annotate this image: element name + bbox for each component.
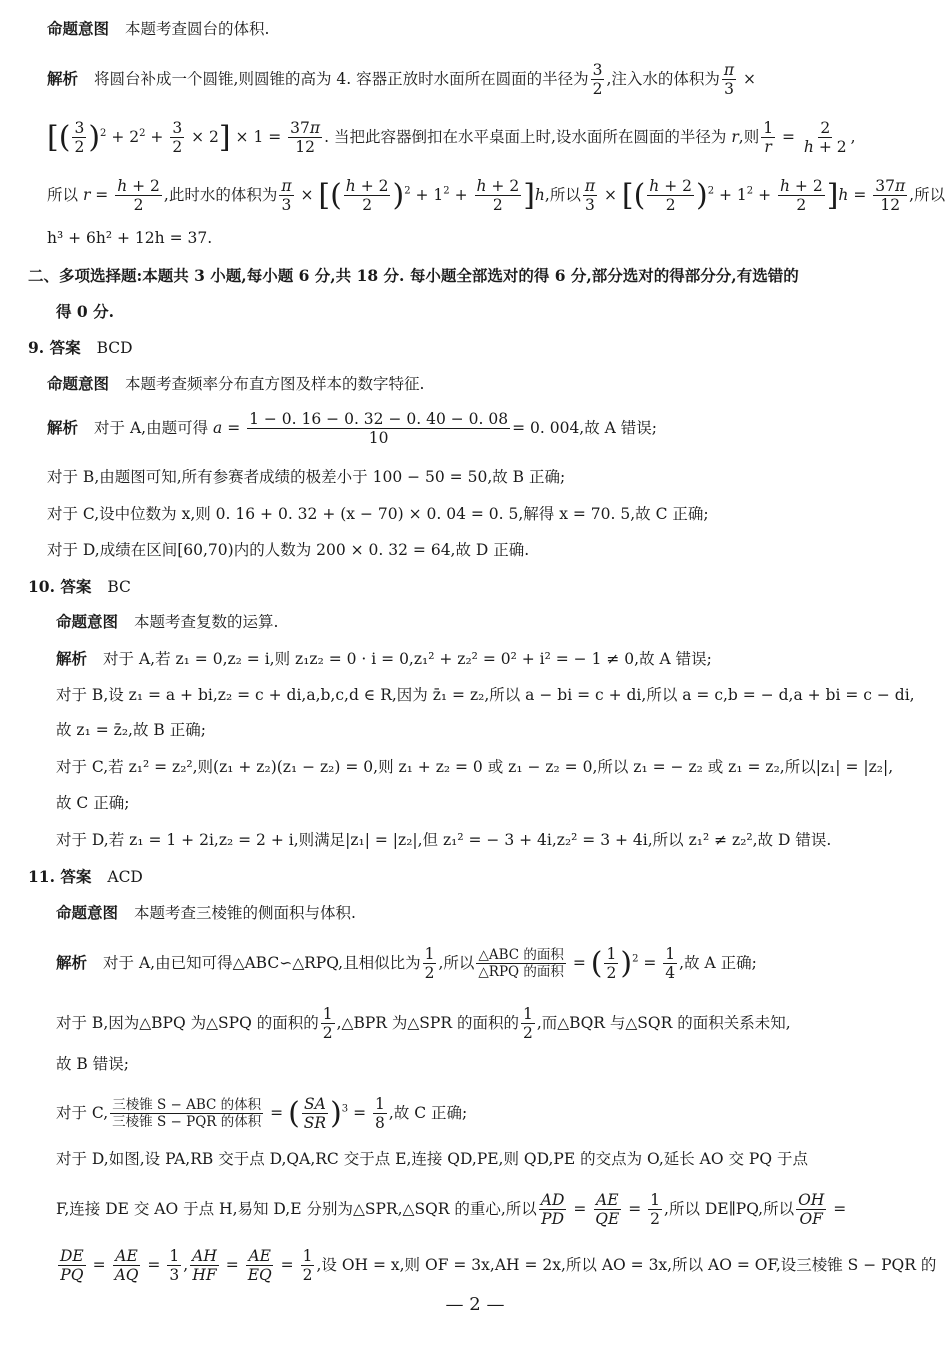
text: × bbox=[743, 69, 757, 88]
line-10: 解析 对于 A,由题可得 a = $\frac{1 - 0. 16 - 0. 32 - 0. 40 - 0. 08}{10}$ = 0. 004,故 A 错误; bbox=[47, 410, 658, 448]
line-24: 解析 对于 A,由已知可得△ABC∽△RPQ,且相似比为 $\frac{1}{2}$ ,所以 $\frac{\text{△ABC 的面积}}{\text{△RPQ 的面积}}$ = ( $\frac{1}{2}$ )$^2$ = $\frac{1}{4}$ ,故 A 正确; bbox=[56, 945, 757, 983]
text: 对于 A,若 z₁ = 0,z₂ = i,则 z₁z₂ = 0 · i = 0,z₁² + z₂² = 0² + i² = − 1 ≠ 0,故 A 错误; bbox=[103, 650, 712, 668]
fraction: $\frac{\text{△ABC 的面积}}{\text{△RPQ 的面积}}$ bbox=[478, 947, 564, 981]
label-intent: 命题意图 bbox=[47, 19, 110, 38]
line-27: 对于 C, $\frac{\text{三棱锥 S − ABC 的体积}}{\text{三棱锥 S − PQR 的体积}}$ = ( $\frac{SA}{SR}$ )$^3$ = $\frac{1}{8}$ ,故 C 正确; bbox=[56, 1095, 468, 1133]
line-16 bbox=[56, 651, 712, 668]
formula: [( $\frac{3}{2}$ )$^2 + 2^2$ + $\frac{3}{2}$ × 2] × 1 = $\frac{37\pi}{12}$ . bbox=[47, 119, 330, 157]
line-18: 故 z₁ = z̄₂,故 B 正确; bbox=[56, 721, 206, 739]
line-15 bbox=[56, 614, 278, 631]
line-29: F,连接 DE 交 AO 于点 H,易知 D,E 分别为△SPR,△SQR 的重心,所以 $\frac{AD}{PD}$ = $\frac{AE}{QE}$ = $\frac{1}{2}$ ,所以 DE∥PQ,所以 $\frac{OH}{OF}$ = bbox=[56, 1191, 847, 1229]
text: ,此时水的体积为 bbox=[163, 185, 278, 204]
line-20: 故 C 正确; bbox=[56, 794, 130, 812]
text: 对于 B,因为△BPQ 为△SPQ 的面积的 bbox=[56, 1013, 319, 1032]
label-analysis: 解析 bbox=[47, 68, 79, 88]
fraction: $\frac{\text{三棱锥 S − ABC 的体积}}{\text{三棱锥 S − PQR 的体积}}$ bbox=[112, 1097, 262, 1131]
label-analysis: 解析 bbox=[47, 417, 79, 437]
line-5: h³ + 6h² + 12h = 37. bbox=[47, 229, 213, 247]
section-heading-cont: 得 0 分. bbox=[56, 302, 114, 321]
line-23 bbox=[56, 905, 356, 922]
text: 本题考查频率分布直方图及样本的数字特征. bbox=[125, 375, 425, 393]
answer-label: 10. 答案 bbox=[28, 577, 92, 596]
line-21: 对于 D,若 z₁ = 1 + 2i,z₂ = 2 + i,则满足|z₁| = |z₂|,但 z₁² = − 3 + 4i,z₂² = 3 + 4i,所以 z₁² ≠ z₂²,故 D 错误. bbox=[56, 831, 832, 849]
answer-label: 11. 答案 bbox=[28, 867, 92, 886]
answer-value: ACD bbox=[107, 868, 143, 886]
line-11: 对于 B,由题图可知,所有参赛者成绩的极差小于 100 − 50 = 50,故 B 正确; bbox=[47, 468, 566, 486]
line-26: 故 B 错误; bbox=[56, 1055, 129, 1073]
answer-value: BC bbox=[107, 578, 131, 596]
text: ,所以 bbox=[438, 953, 475, 972]
line-13: 对于 D,成绩在区间[60,70)内的人数为 200 × 0. 32 = 64,故 D 正确. bbox=[47, 541, 530, 559]
answer-9 bbox=[28, 340, 133, 357]
text: 所以 bbox=[47, 185, 79, 204]
text: 本题考查复数的运算. bbox=[134, 613, 279, 631]
text: = 0. 004,故 A 错误; bbox=[512, 418, 658, 437]
answer-11 bbox=[28, 869, 143, 886]
line-1 bbox=[47, 21, 269, 38]
line-30: $\frac{DE}{PQ}$ = $\frac{AE}{AQ}$ = $\frac{1}{3}$ , $\frac{AH}{HF}$ = $\frac{AE}{EQ}$ = $\frac{1}{2}$ ,设 OH = x,则 OF = 3x,AH = 2x,所以 AO = 3x,所以 AO = OF,设三棱锥 S − PQR 的 bbox=[60, 1247, 937, 1285]
fraction: $\frac{3}{2}$ bbox=[592, 61, 603, 99]
section-heading: 二、多项选择题:本题共 3 小题,每小题 6 分,共 18 分. 每小题全部选对的得 6 分,部分选对的得部分分,有选错的 bbox=[28, 266, 799, 285]
text: ,故 C 正确; bbox=[388, 1103, 468, 1122]
fraction: $\frac{1 - 0. 16 - 0. 32 - 0. 40 - 0. 08}{10}$ bbox=[249, 410, 509, 448]
line-17: 对于 B,设 z₁ = a + bi,z₂ = c + di,a,b,c,d ∈ R,因为 z̄₁ = z₂,所以 a − bi = c + di,所以 a = c,b = − d,a + bi = c − di, bbox=[56, 686, 915, 704]
text: ,所以 bbox=[544, 185, 581, 204]
text: ,故 A 正确; bbox=[679, 953, 757, 972]
text: ,而△BQR 与△SQR 的面积关系未知, bbox=[536, 1013, 791, 1032]
answer-value: BCD bbox=[96, 339, 133, 357]
text: 当把此容器倒扣在水平桌面上时,设水面所在圆面的半径为 bbox=[333, 127, 727, 146]
line-12: 对于 C,设中位数为 x,则 0. 16 + 0. 32 + (x − 70) × 0. 04 = 0. 5,解得 x = 70. 5,故 C 正确; bbox=[47, 505, 709, 523]
text: ,所以 DE∥PQ,所以 bbox=[664, 1199, 795, 1218]
label-intent: 命题意图 bbox=[56, 612, 119, 631]
line-28: 对于 D,如图,设 PA,RB 交于点 D,QA,RC 交于点 E,连接 QD,PE,则 QD,PE 的交点为 O,延长 AO 交 PQ 于点 bbox=[56, 1150, 808, 1168]
line-25: 对于 B,因为△BPQ 为△SPQ 的面积的 $\frac{1}{2}$ ,△BPR 为△SPR 的面积的 $\frac{1}{2}$ ,而△BQR 与△SQR 的面积关系未知, bbox=[56, 1005, 791, 1043]
text: ,所以 bbox=[909, 185, 946, 204]
text: ,设 OH = x,则 OF = 3x,AH = 2x,所以 AO = 3x,所以 AO = OF,设三棱锥 S − PQR 的 bbox=[316, 1255, 937, 1274]
line-3: [( $\frac{3}{2}$ )$^2 + 2^2$ + $\frac{3}{2}$ × 2] × 1 = $\frac{37\pi}{12}$ . 当把此容器倒扣在水平桌面上时,设水面所在圆面的半径为 r,则 $\frac{1}{r}$ = $\frac{2}{h + 2}$ , bbox=[47, 119, 856, 157]
line-9 bbox=[47, 376, 424, 393]
text: 对于 A,由题可得 bbox=[94, 418, 209, 437]
line-4: 所以 r = $\frac{h + 2}{2}$ ,此时水的体积为 $\frac{\pi}{3}$ × [( $\frac{h + 2}{2}$ )$^2 + 1^2$ + $\frac{h + 2}{2}$ ]h,所以 $\frac{\pi}{3}$ × [( $\frac{h + 2}{2}$ )$^2 + 1^2$ + $\frac{h + 2}{2}$ ]h = $\frac{37\pi}{12}$ ,所以 bbox=[47, 177, 946, 215]
text: 本题考查三棱锥的侧面积与体积. bbox=[134, 904, 356, 922]
label-intent: 命题意图 bbox=[56, 903, 119, 922]
text: F,连接 DE 交 AO 于点 H,易知 D,E 分别为△SPR,△SQR 的重心,所以 bbox=[56, 1199, 537, 1218]
text: ,注入水的体积为 bbox=[606, 69, 720, 88]
text: ,△BPR 为△SPR 的面积的 bbox=[336, 1013, 519, 1032]
fraction: $\frac{\pi}{3}$ bbox=[723, 61, 735, 99]
label-analysis: 解析 bbox=[56, 649, 88, 668]
text: 对于 C, bbox=[56, 1103, 109, 1122]
text: 本题考查圆台的体积. bbox=[125, 20, 270, 38]
text: 将圆台补成一个圆锥,则圆锥的高为 4. 容器正放时水面所在圆面的半径为 bbox=[94, 69, 589, 88]
text: 对于 A,由已知可得△ABC∽△RPQ,且相似比为 bbox=[103, 953, 421, 972]
text: ,则 bbox=[738, 127, 760, 146]
label-analysis: 解析 bbox=[56, 952, 88, 972]
line-2 bbox=[47, 62, 756, 98]
line-19: 对于 C,若 z₁² = z₂²,则(z₁ + z₂)(z₁ − z₂) = 0,则 z₁ + z₂ = 0 或 z₁ − z₂ = 0,所以 z₁ = − z₂ 或 z₁ = z₂,所以|z₁| = |z₂|, bbox=[56, 758, 894, 776]
answer-10 bbox=[28, 579, 131, 596]
page-number: — 2 — bbox=[445, 1294, 505, 1315]
label-intent: 命题意图 bbox=[47, 374, 110, 393]
answer-label: 9. 答案 bbox=[28, 338, 81, 357]
